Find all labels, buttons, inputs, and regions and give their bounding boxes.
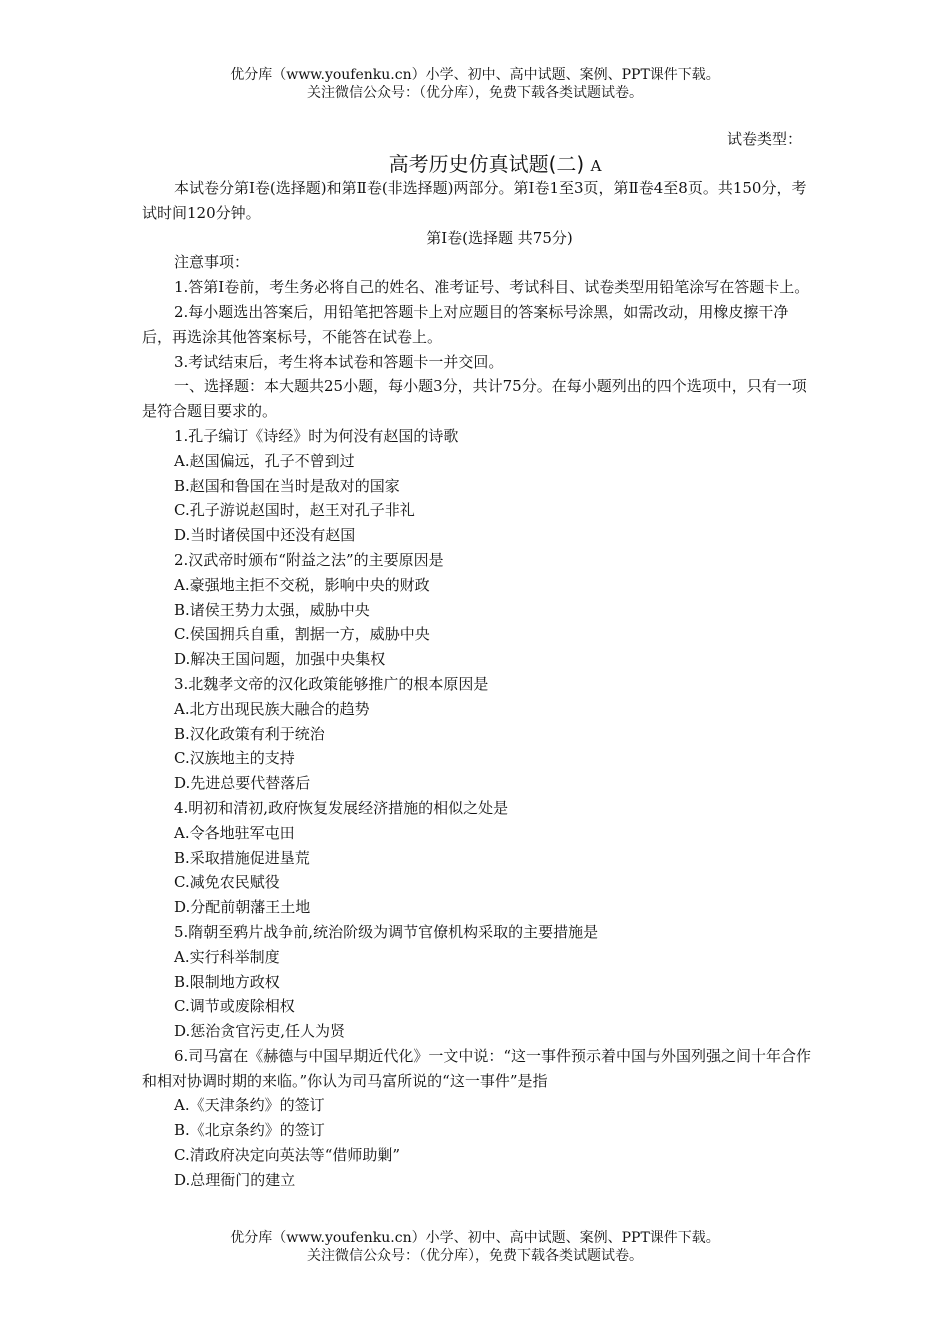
exam-title-text: 高考历史仿真试题(二) [388,152,585,176]
page-footer [0,1229,950,1265]
exam-title-suffix: A [590,157,602,175]
question-option: D.先进总要代替落后 [174,774,311,793]
notice-title: 注意事项： [174,253,250,272]
section-heading: 第Ⅰ卷(选择题 共75分) [426,228,573,247]
question-option: D.总理衙门的建立 [174,1170,296,1189]
question-option: A.赵国偏远，孔子不曾到过 [174,451,355,470]
header-line-1: 优分库（www.youfenku.cn）小学、初中、高中试题、案例、PPT课件下载。 [230,67,720,83]
question-6 [142,1044,817,1193]
header-line-2: 关注微信公众号：（优分库），免费下载各类试题试卷。 [307,85,643,101]
question-option: B.限制地方政权 [174,972,280,991]
question-option: C.汉族地主的支持 [174,749,295,768]
part-instruction: 一、选择题：本大题共25小题，每小题3分，共计75分。在每小题列出的四个选项中，只有一项是符合题目要求的。 [142,377,807,421]
footer-line-2: 关注微信公众号：（优分库），免费下载各类试题试卷。 [307,1248,643,1264]
question-option: A.令各地驻军屯田 [174,823,295,842]
question-option: D.惩治贪官污吏,任人为贤 [174,1022,346,1041]
question-option: D.当时诸侯国中还没有赵国 [174,526,356,545]
question-option: A.实行科举制度 [174,947,280,966]
question-4 [142,796,817,920]
question-option: C.减免农民赋役 [174,873,280,892]
notice-item: 2.每小题选出答案后，用铅笔把答题卡上对应题目的答案标号涂黑，如需改动，用橡皮擦干净后，再选涂其他答案标号，不能答在试卷上。 [142,302,789,346]
question-option: C.调节或废除相权 [174,997,295,1016]
question-stem: 3.北魏孝文帝的汉化政策能够推广的根本原因是 [174,674,489,693]
question-1 [142,424,817,548]
question-3 [142,672,817,796]
question-option: A.北方出现民族大融合的趋势 [174,699,370,718]
notice-item: 3.考试结束后，考生将本试卷和答题卡一并交回。 [174,352,504,371]
question-option: B.汉化政策有利于统治 [174,724,325,743]
question-option: B.采取措施促进垦荒 [174,848,310,867]
question-5 [142,920,817,1044]
notice-item: 1.答第Ⅰ卷前，考生务必将自己的姓名、准考证号、考试科目、试卷类型用铅笔涂写在答题卡上。 [174,278,810,297]
exam-title [0,148,950,177]
question-stem: 1.孔子编订《诗经》时为何没有赵国的诗歌 [174,426,459,445]
question-option: C.侯国拥兵自重，割据一方，威胁中央 [174,625,430,644]
question-option: B.赵国和鲁国在当时是敌对的国家 [174,476,400,495]
question-stem: 6.司马富在《赫德与中国早期近代化》一文中说：“这一事件预示着中国与外国列强之间十年合作和相对协调时期的来临。”你认为司马富所说的“这一事件”是指 [142,1046,811,1090]
question-stem: 5.隋朝至鸦片战争前,统治阶级为调节官僚机构采取的主要措施是 [174,922,599,941]
question-option: B.《北京条约》的签订 [174,1121,325,1140]
question-option: C.孔子游说赵国时，赵王对孔子非礼 [174,501,415,520]
question-stem: 2.汉武帝时颁布“附益之法”的主要原因是 [174,550,444,569]
question-option: A.豪强地主拒不交税，影响中央的财政 [174,575,430,594]
question-option: B.诸侯王势力太强，威胁中央 [174,600,370,619]
page-header [0,66,950,102]
question-option: D.分配前朝藩王土地 [174,898,311,917]
intro-paragraph: 本试卷分第Ⅰ卷(选择题)和第Ⅱ卷(非选择题)两部分。第Ⅰ卷1至3页，第Ⅱ卷4至8页。共150分，考试时间120分钟。 [142,179,807,222]
question-2 [142,548,817,672]
question-option: C.清政府决定向英法等“借师助剿” [174,1146,401,1165]
exam-type-label: 试卷类型： [727,130,803,148]
exam-body [142,176,817,1193]
footer-line-1: 优分库（www.youfenku.cn）小学、初中、高中试题、案例、PPT课件下载。 [230,1230,720,1246]
question-option: A.《天津条约》的签订 [174,1096,325,1115]
question-stem: 4.明初和清初,政府恢复发展经济措施的相似之处是 [174,798,509,817]
question-option: D.解决王国问题，加强中央集权 [174,650,386,669]
